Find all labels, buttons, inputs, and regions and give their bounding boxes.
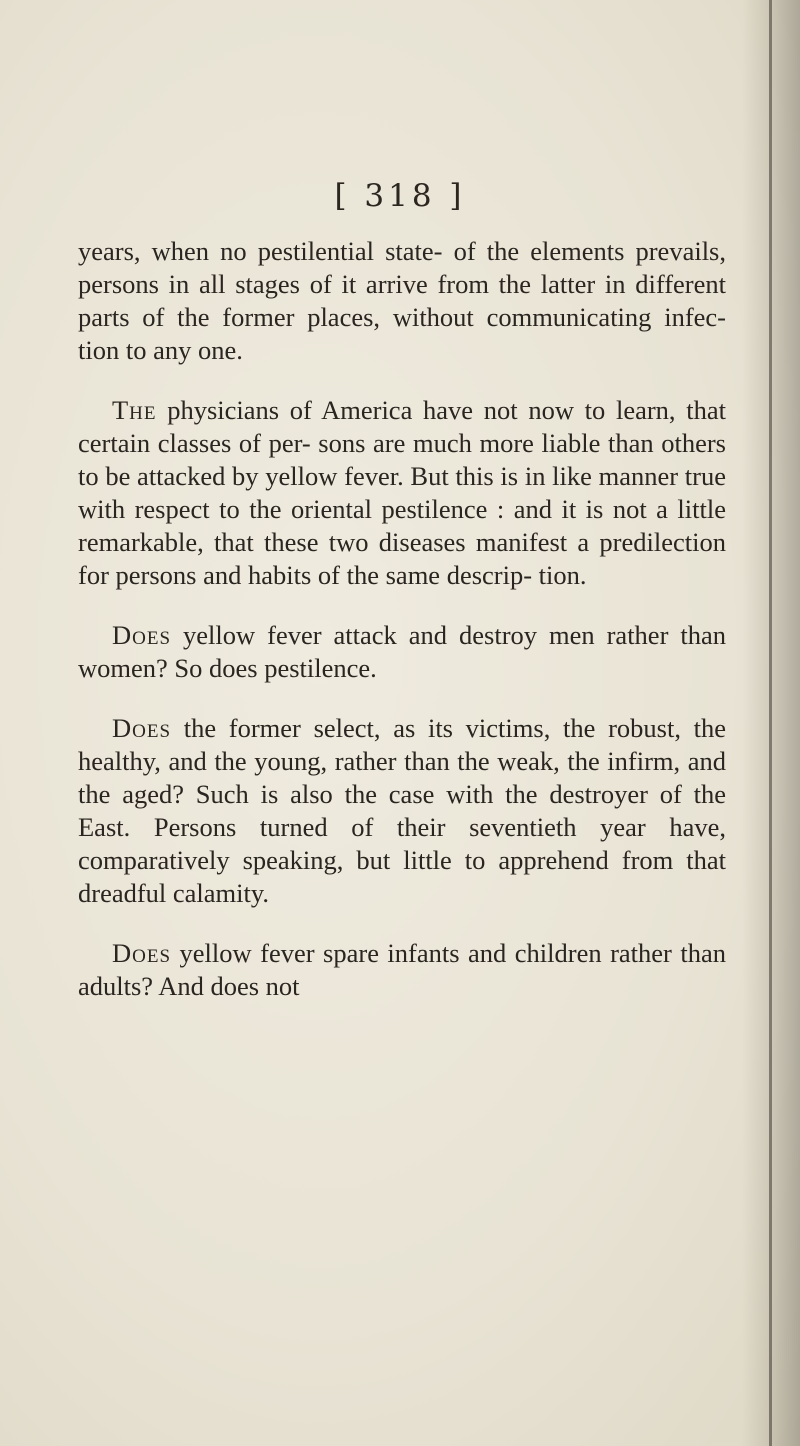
paragraph-4 [78,712,726,910]
paragraph-2 [78,394,726,592]
paragraph-5 [78,937,726,1003]
paragraph-4-lead: Does [112,713,172,743]
paragraph-3 [78,619,726,685]
body-text [78,235,726,1030]
paragraph-5-lead: Does [112,938,172,968]
paragraph-1 [78,235,726,367]
paragraph-3-lead: Does [112,620,172,650]
paragraph-1-text: years, when no pestilential state- of the elements prevails, persons in all stages of it arrive from the latter in different parts of the former places, without communicating infec- tion to any one. [78,236,726,365]
paragraph-2-lead: The [112,395,157,425]
paragraph-5-text: yellow fever spare infants and children rather than adults? And does not [78,938,726,1001]
paragraph-3-text: yellow fever attack and destroy men rather than women? So does pestilence. [78,620,726,683]
paragraph-2-text: physicians of America have not now to learn, that certain classes of per- sons are much more liable than others to be attacked by yellow fever. But this is in like manner true with respect to the oriental pestilence : and it is not a little remarkable, that these two diseases manifest a predilection for persons and habits of the same descrip- tion. [78,395,726,590]
paragraph-4-text: the former select, as its victims, the robust, the healthy, and the young, rather than the weak, the infirm, and the aged? Such is also the case with the destroyer of the East. Persons turned of their seventieth year have, comparatively speaking, but little to apprehend from that dreadful calamity. [78,713,726,908]
page-gutter-edge [769,0,772,1446]
page-number: [ 318 ] [334,178,466,214]
